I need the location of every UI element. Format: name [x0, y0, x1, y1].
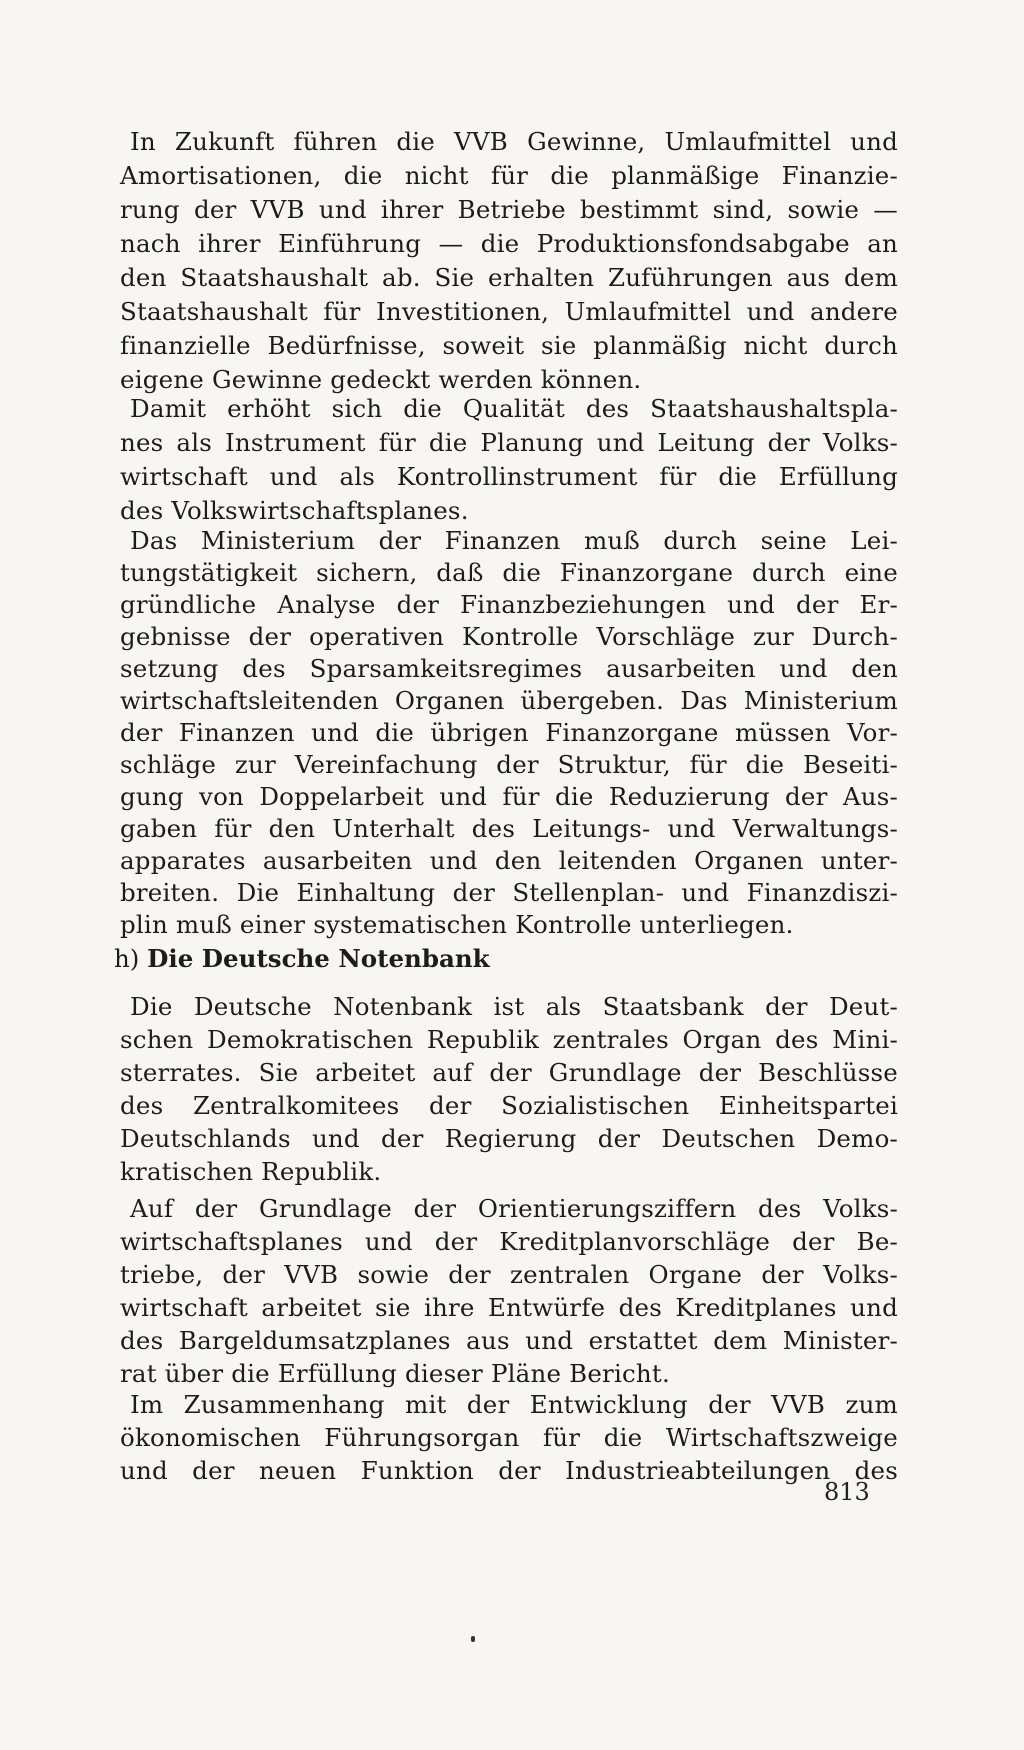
text-line: breiten. Die Einhaltung der Stellenplan- und Finanzdiszi- — [120, 878, 898, 907]
text-line: wirtschaftsplanes und der Kreditplanvorschläge der Be- — [120, 1227, 898, 1256]
text-line: des Volkswirtschaftsplanes. — [120, 496, 469, 525]
text-line: finanzielle Bedürfnisse, soweit sie planmäßig nicht durch — [120, 331, 898, 360]
text-line: ökonomischen Führungsorgan für die Wirtschaftszweige — [120, 1423, 898, 1452]
text-line: des Zentralkomitees der Sozialistischen Einheitspartei — [120, 1091, 898, 1120]
text-line: gaben für den Unterhalt des Leitungs- und Verwaltungs- — [120, 814, 898, 843]
text-line: Das Ministerium der Finanzen muß durch seine Lei- — [130, 526, 898, 555]
text-line: kratischen Republik. — [120, 1157, 382, 1186]
text-line: setzung des Sparsamkeitsregimes ausarbeiten und den — [120, 654, 898, 683]
text-line: Auf der Grundlage der Orientierungsziffern des Volks- — [130, 1194, 898, 1223]
text-line: wirtschaft arbeitet sie ihre Entwürfe des Kreditplanes und — [120, 1293, 898, 1322]
text-line: Amortisationen, die nicht für die planmäßige Finanzie- — [120, 161, 898, 190]
body-text — [114, 0, 898, 1750]
text-line: den Staatshaushalt ab. Sie erhalten Zuführungen aus dem — [120, 263, 898, 292]
text-line: schen Demokratischen Republik zentrales Organ des Mini- — [120, 1025, 898, 1054]
text-line: rat über die Erfüllung dieser Pläne Bericht. — [120, 1359, 670, 1388]
text-line: der Finanzen und die übrigen Finanzorgane müssen Vor- — [120, 718, 898, 747]
text-line: Im Zusammenhang mit der Entwicklung der VVB zum — [130, 1390, 898, 1419]
text-line: wirtschaftsleitenden Organen übergeben. Das Ministerium — [120, 686, 898, 715]
text-line: eigene Gewinne gedeckt werden können. — [120, 365, 642, 394]
section-heading — [114, 942, 490, 976]
print-speck — [471, 1636, 475, 1642]
text-line: sterrates. Sie arbeitet auf der Grundlage der Beschlüsse — [120, 1058, 898, 1087]
text-line: rung der VVB und ihrer Betriebe bestimmt sind, sowie — — [120, 195, 898, 224]
text-line: plin muß einer systematischen Kontrolle unterliegen. — [120, 910, 794, 939]
section-label: h) — [114, 944, 140, 973]
text-line: In Zukunft führen die VVB Gewinne, Umlaufmittel und — [130, 127, 898, 156]
text-line: nes als Instrument für die Planung und Leitung der Volks- — [120, 428, 898, 457]
text-line: Deutschlands und der Regierung der Deutschen Demo- — [120, 1124, 898, 1153]
text-line: Staatshaushalt für Investitionen, Umlaufmittel und andere — [120, 297, 898, 326]
text-line: wirtschaft und als Kontrollinstrument für die Erfüllung — [120, 462, 898, 491]
text-line: schläge zur Vereinfachung der Struktur, für die Beseiti- — [120, 750, 898, 779]
text-line: tungstätigkeit sichern, daß die Finanzorgane durch eine — [120, 558, 898, 587]
text-line: nach ihrer Einführung — die Produktionsfondsabgabe an — [120, 229, 898, 258]
text-line: und der neuen Funktion der Industrieabteilungen des — [120, 1456, 898, 1485]
section-title: Die Deutsche Notenbank — [147, 944, 490, 973]
text-line: Die Deutsche Notenbank ist als Staatsbank der Deut- — [130, 992, 898, 1021]
text-line: gung von Doppelarbeit und für die Reduzierung der Aus- — [120, 782, 898, 811]
text-line: des Bargeldumsatzplanes aus und erstattet dem Minister- — [120, 1326, 898, 1355]
text-line: triebe, der VVB sowie der zentralen Organe der Volks- — [120, 1260, 898, 1289]
text-line: apparates ausarbeiten und den leitenden Organen unter- — [120, 846, 898, 875]
text-line: gründliche Analyse der Finanzbeziehungen und der Er- — [120, 590, 898, 619]
text-line: gebnisse der operativen Kontrolle Vorschläge zur Durch- — [120, 622, 898, 651]
page-number: 813 — [824, 1478, 870, 1506]
text-line: Damit erhöht sich die Qualität des Staatshaushaltspla- — [130, 394, 898, 423]
